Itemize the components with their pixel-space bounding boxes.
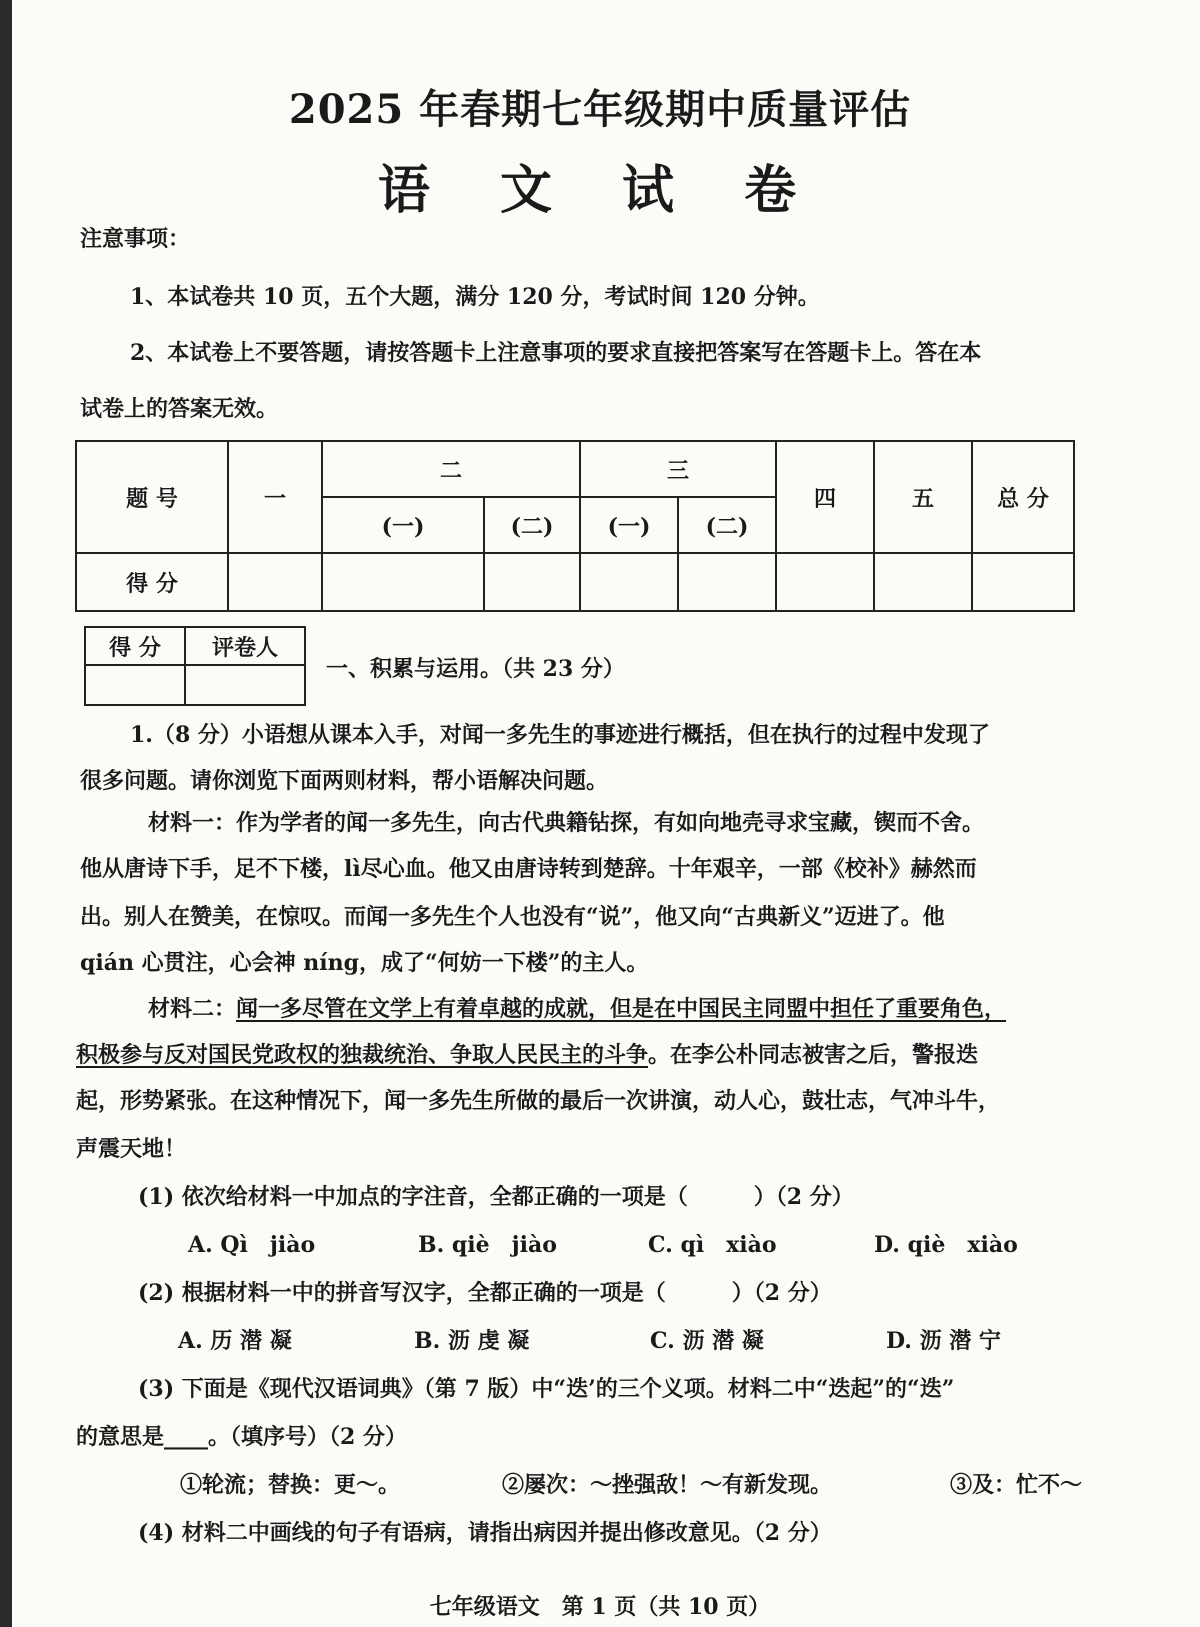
option-d: D. qiè xiào — [874, 1232, 1018, 1258]
sense-1: ①轮流；替换：更～。 — [180, 1472, 401, 1498]
material2-line1 — [148, 992, 1006, 1023]
notice-item-1: 1、本试卷共 10 页，五个大题，满分 120 分，考试时间 120 分钟。 — [130, 284, 820, 310]
material1-line2: 他从唐诗下手，足不下楼，lì尽心血。他又由唐诗转到楚辞。十年艰辛，一部《校补》赫然而 — [80, 856, 977, 882]
notice-heading: 注意事项： — [80, 226, 191, 252]
score-cell — [322, 553, 484, 611]
col-total: 总 分 — [972, 441, 1074, 553]
material1-line4: qián 心贯注，心会神 níng，成了“何妨一下楼”的主人。 — [80, 950, 649, 976]
material2-line4: 声震天地！ — [76, 1136, 187, 1162]
notice-item-2-line1: 2、本试卷上不要答题，请按答题卡上注意事项的要求直接把答案写在答题卡上。答在本 — [130, 340, 982, 366]
material1-line3: 出。别人在赞美，在惊叹。而闻一多先生个人也没有“说”，他又向“古典新义”迈进了。他 — [80, 904, 945, 930]
material1-line1: 材料一：作为学者的闻一多先生，向古代典籍钻探，有如向地壳寻求宝藏，锲而不舍。 — [148, 810, 985, 836]
material2-line2 — [76, 1038, 978, 1069]
score-cell — [228, 553, 322, 611]
score-table — [75, 440, 1075, 612]
q1-sub4: (4) 材料二中画线的句子有语病，请指出病因并提出修改意见。（2 分） — [138, 1520, 832, 1546]
notice-item-2-line2: 试卷上的答案无效。 — [80, 396, 279, 422]
option-a: A. Qì jiào — [188, 1232, 316, 1258]
q1-line1: 1.（8 分）小语想从课本入手，对闻一多先生的事迹进行概括，但在执行的过程中发现了 — [130, 722, 990, 748]
q1-line2: 很多问题。请你浏览下面两则材料，帮小语解决问题。 — [80, 768, 609, 794]
q1-sub2-options — [178, 1324, 1001, 1355]
page-footer: 七年级语文 第 1 页（共 10 页） — [429, 1594, 771, 1620]
grader-score-label: 得 分 — [85, 627, 185, 665]
score-cell — [678, 553, 776, 611]
score-cell — [484, 553, 580, 611]
material2-rest: 。在李公朴同志被害之后，警报迭 — [648, 1042, 979, 1068]
option-b: B. qiè jiào — [418, 1232, 557, 1258]
section-1-title: 一、积累与运用。（共 23 分） — [326, 656, 625, 682]
exam-subtitle: 语 文 试 卷 — [377, 160, 823, 221]
option-b: B. 沥 虔 凝 — [414, 1328, 530, 1354]
option-c: C. qì xiào — [648, 1232, 777, 1258]
exam-title: 2025 年春期七年级期中质量评估 — [288, 86, 912, 133]
col-three: 三 — [580, 441, 776, 497]
scan-edge — [0, 0, 12, 1627]
material2-line3: 起，形势紧张。在这种情况下，闻一多先生所做的最后一次讲演，动人心，鼓壮志，气冲斗牛， — [76, 1088, 1001, 1114]
option-d: D. 沥 潜 宁 — [886, 1328, 1001, 1354]
score-cell — [580, 553, 678, 611]
col-two-sub1: (一) — [322, 497, 484, 553]
col-three-sub1: (一) — [580, 497, 678, 553]
row-label: 得 分 — [76, 553, 228, 611]
q1-sub2: (2) 根据材料一中的拼音写汉字，全都正确的一项是（ ）（2 分） — [138, 1280, 832, 1306]
grader-score-cell — [85, 665, 185, 705]
material2-underlined-2: 积极参与反对国民党政权的独裁统治、争取人民民主的斗争 — [76, 1042, 649, 1068]
option-c: C. 沥 潜 凝 — [650, 1328, 764, 1354]
grader-table — [84, 626, 306, 706]
q1-sub1: (1) 依次给材料一中加点的字注音，全都正确的一项是（ ）（2 分） — [138, 1184, 854, 1210]
material2-prefix: 材料二： — [148, 996, 237, 1022]
q1-sub3-senses — [180, 1468, 1082, 1499]
option-a: A. 历 潜 凝 — [178, 1328, 292, 1354]
grader-label: 评卷人 — [185, 627, 305, 665]
q1-sub3-line1: (3) 下面是《现代汉语词典》（第 7 版）中“迭’的三个义项。材料二中“迭起”的“迭” — [138, 1376, 955, 1402]
col-label: 题 号 — [76, 441, 228, 553]
material2-underlined-1: 闻一多尽管在文学上有着卓越的成就，但是在中国民主同盟中担任了重要角色， — [236, 996, 1007, 1022]
col-two: 二 — [322, 441, 580, 497]
q1-sub3-line2: 的意思是____。（填序号）（2 分） — [76, 1424, 407, 1450]
grader-name-cell — [185, 665, 305, 705]
q1-sub1-options — [188, 1228, 1018, 1259]
col-one: 一 — [228, 441, 322, 553]
score-cell — [874, 553, 972, 611]
sense-2: ②屡次：～挫强敌！～有新发现。 — [502, 1472, 833, 1498]
col-two-sub2: (二) — [484, 497, 580, 553]
col-five: 五 — [874, 441, 972, 553]
sense-3: ③及：忙不～ — [950, 1472, 1083, 1498]
score-cell — [776, 553, 874, 611]
score-cell — [972, 553, 1074, 611]
col-four: 四 — [776, 441, 874, 553]
col-three-sub2: (二) — [678, 497, 776, 553]
